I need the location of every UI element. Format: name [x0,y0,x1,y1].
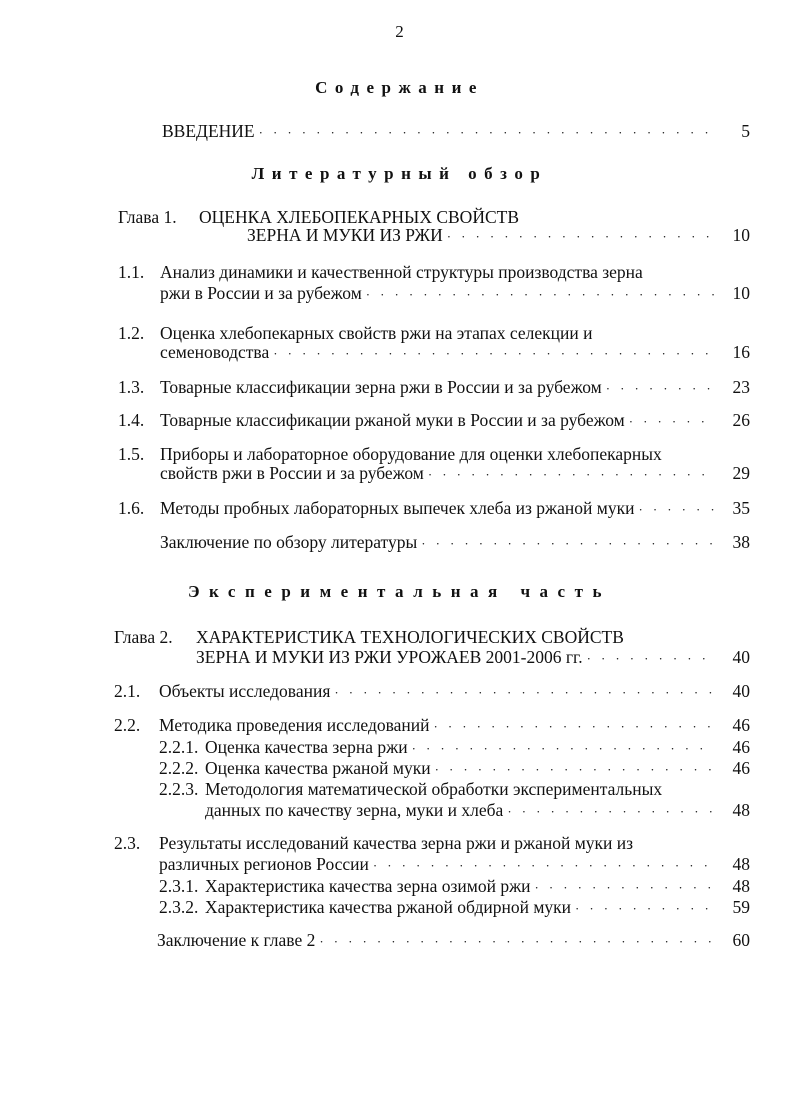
toc-entry-1-3[interactable] [160,376,750,400]
toc-page: 46 [732,758,750,778]
chapter-2-title-line2: ЗЕРНА И МУКИ ИЗ РЖИ УРОЖАЕВ 2001-2006 гг. [196,647,583,667]
section-1-1-line2: ржи в России и за рубежом [160,283,362,303]
toc-page: 48 [732,854,750,874]
dot-leader [629,411,714,433]
dot-leader [273,343,714,365]
section-1-5-num: 1.5. [118,444,145,464]
section-1-5-line1: Приборы и лабораторное оборудование для оценки хлебопекарных [160,444,662,464]
section-2-1-num: 2.1. [114,681,141,701]
toc-entry-1-5[interactable] [160,462,750,486]
toc-page: 35 [732,498,750,518]
toc-page: 60 [732,930,750,950]
section-2-2-1-title: Оценка качества зерна ржи [205,737,408,757]
toc-entry-1-1[interactable] [160,282,750,306]
section-2-3-line1: Результаты исследований качества зерна ржи и ржаной муки из [159,833,634,853]
toc-entry-2-3[interactable] [159,853,750,877]
section-2-3-2-title: Характеристика качества ржаной обдирной муки [205,897,572,917]
toc-page: 48 [732,800,750,820]
toc-page: 26 [732,410,750,430]
section-1-2-line1: Оценка хлебопекарных свойств ржи на этапах селекции и [160,323,593,343]
dot-leader [428,464,714,486]
section-1-2-line2: семеноводства [160,342,270,362]
dot-leader [507,801,714,823]
dot-leader [587,648,714,670]
section-2-2-3-line1: Методология математической обработки экспериментальных [205,779,663,799]
dot-leader [434,716,714,738]
toc-entry-2-1[interactable] [159,680,750,704]
toc-entry-2-2[interactable] [159,714,750,738]
section-2-2-1-num: 2.2.1. [159,737,199,757]
toc-entry-ch2-conclusion[interactable] [157,929,750,953]
toc-page: 5 [741,121,750,141]
toc-page: 40 [732,647,750,667]
section-2-2-3-num: 2.2.3. [159,779,199,799]
toc-page: 38 [732,532,750,552]
toc-entry-chapter-1[interactable] [247,224,750,248]
lit-conclusion-title: Заключение по обзору литературы [160,532,418,552]
section-2-3-1-num: 2.3.1. [159,876,199,896]
section-2-2-2-num: 2.2.2. [159,758,199,778]
toc-page: 46 [732,737,750,757]
toc-page: 10 [732,283,750,303]
chapter-1-title-line2: ЗЕРНА И МУКИ ИЗ РЖИ [247,225,443,245]
section-2-3-1-title: Характеристика качества зерна озимой ржи [205,876,531,896]
section-2-3-line2: различных регионов России [159,854,369,874]
heading-experimental-part: Экспериментальная часть [188,582,611,601]
section-1-6-title: Методы пробных лабораторных выпечек хлеба из ржаной муки [160,498,635,518]
dot-leader [638,499,714,521]
toc-page: 10 [732,225,750,245]
toc-entry-2-3-2[interactable] [205,896,750,920]
section-1-4-title: Товарные классификации ржаной муки в России и за рубежом [160,410,625,430]
chapter-1-label: Глава 1. [118,207,177,227]
dot-leader [319,931,714,953]
toc-entry-lit-conclusion[interactable] [160,531,750,555]
dot-leader [606,378,714,400]
section-1-5-line2: свойств ржи в России и за рубежом [160,463,424,483]
toc-entry-intro[interactable] [162,120,750,144]
section-1-6-num: 1.6. [118,498,145,518]
dot-leader [366,284,714,306]
section-2-1-title: Объекты исследования [159,681,331,701]
toc-page: 29 [732,463,750,483]
toc-page: 23 [732,377,750,397]
section-2-3-num: 2.3. [114,833,141,853]
heading-contents: Содержание [315,78,484,97]
dot-leader [373,855,714,877]
section-1-4-num: 1.4. [118,410,145,430]
section-2-3-2-num: 2.3.2. [159,897,199,917]
chapter-1-title-line1: ОЦЕНКА ХЛЕБОПЕКАРНЫХ СВОЙСТВ [199,207,519,227]
dot-leader [421,533,714,555]
dot-leader [575,898,714,920]
toc-entry-chapter-2[interactable] [196,646,750,670]
chapter-2-title-line1: ХАРАКТЕРИСТИКА ТЕХНОЛОГИЧЕСКИХ СВОЙСТВ [196,627,624,647]
heading-literature-review: Литературный обзор [251,164,548,183]
dot-leader [447,226,714,248]
toc-page: 48 [732,876,750,896]
section-1-3-title: Товарные классификации зерна ржи в России и за рубежом [160,377,602,397]
dot-leader [334,682,714,704]
section-2-2-num: 2.2. [114,715,141,735]
dot-leader [259,122,714,144]
section-2-2-3-line2: данных по качеству зерна, муки и хлеба [205,800,504,820]
section-1-1-num: 1.1. [118,262,145,282]
section-2-2-2-title: Оценка качества ржаной муки [205,758,431,778]
ch2-conclusion-title: Заключение к главе 2 [157,930,316,950]
toc-title: ВВЕДЕНИЕ [162,121,255,141]
toc-page: 40 [732,681,750,701]
toc-entry-2-2-3[interactable] [205,799,750,823]
section-2-2-title: Методика проведения исследований [159,715,430,735]
section-1-3-num: 1.3. [118,377,145,397]
toc-entry-1-6[interactable] [160,497,750,521]
toc-page: 46 [732,715,750,735]
toc-page: 59 [732,897,750,917]
chapter-2-label: Глава 2. [114,627,173,647]
toc-page: 16 [732,342,750,362]
section-1-1-line1: Анализ динамики и качественной структуры производства зерна [160,262,643,282]
toc-entry-1-2[interactable] [160,341,750,365]
page-number: 2 [395,22,404,41]
section-1-2-num: 1.2. [118,323,145,343]
toc-entry-1-4[interactable] [160,409,750,433]
